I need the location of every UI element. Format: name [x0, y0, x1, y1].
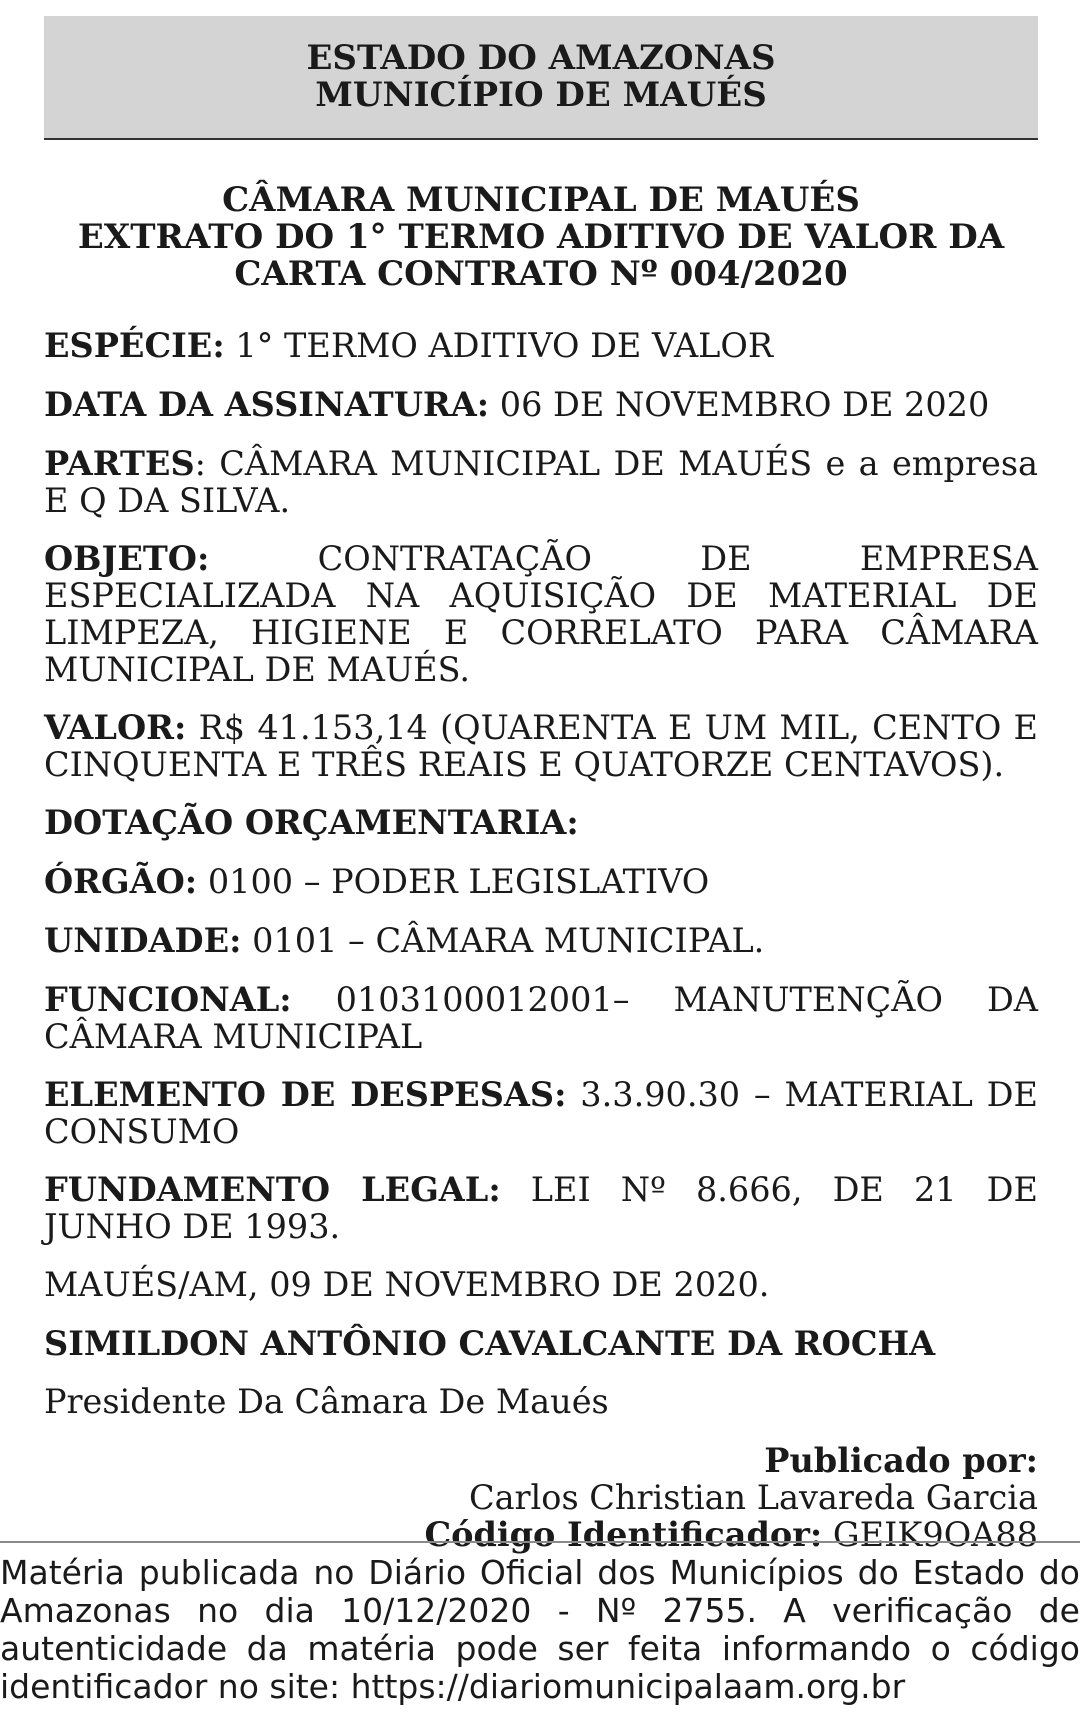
field-valor	[44, 709, 1038, 783]
identifier-code-value: GEIK9OA88	[822, 1515, 1038, 1554]
title-line-1: CÂMARA MUNICIPAL DE MAUÉS	[222, 180, 860, 220]
field-value: 3.3.90.30 – MATERIAL DE CONSUMO	[44, 1075, 1038, 1151]
field-label: ÓRGÃO:	[44, 862, 198, 901]
field-value: 1° TERMO ADITIVO DE VALOR	[224, 326, 774, 365]
place-date: MAUÉS/AM, 09 DE NOVEMBRO DE 2020.	[44, 1265, 770, 1304]
field-elemento	[44, 1076, 1038, 1150]
field-partes	[44, 445, 1038, 519]
state-name: ESTADO DO AMAZONAS	[306, 38, 776, 78]
field-value: 06 DE NOVEMBRO DE 2020	[489, 385, 990, 424]
field-value: R$ 41.153,14 (QUARENTA E UM MIL, CENTO E CINQUENTA E TRÊS REAIS E QUATORZE CENTAVOS).	[44, 708, 1038, 784]
published-by-label: Publicado por:	[764, 1441, 1038, 1480]
field-label: UNIDADE:	[44, 921, 242, 960]
identifier-code-label: Código Identificador:	[424, 1515, 823, 1554]
field-value: 0100 – PODER LEGISLATIVO	[197, 862, 710, 901]
field-label: ELEMENTO DE DESPESAS:	[44, 1075, 567, 1114]
field-orgao	[44, 863, 1038, 900]
municipality-name: MUNICÍPIO DE MAUÉS	[315, 75, 767, 115]
field-funcional	[44, 981, 1038, 1055]
field-label: FUNDAMENTO LEGAL:	[44, 1170, 501, 1209]
footer-divider	[0, 1541, 1080, 1543]
field-label: FUNCIONAL:	[44, 980, 292, 1019]
document-body	[44, 327, 1038, 1553]
field-value: CONTRATAÇÃO DE EMPRESA ESPECIALIZADA NA AQUISIÇÃO DE MATERIAL DE LIMPEZA, HIGIENE E CORRELATO PARA CÂMARA MUNICIPAL DE MAUÉS.	[44, 539, 1038, 689]
field-unidade	[44, 922, 1038, 959]
field-data-assinatura	[44, 386, 1038, 423]
title-line-3: CARTA CONTRATO Nº 004/2020	[234, 254, 848, 294]
field-value: LEI Nº 8.666, DE 21 DE JUNHO DE 1993.	[44, 1170, 1038, 1246]
field-fundamento	[44, 1171, 1038, 1245]
footer-note: Matéria publicada no Diário Oficial dos Municípios do Estado do Amazonas no dia 10/12/2020 - Nº 2755. A verificação de autenticidade da matéria pode ser feita informando o código identificador no site: https://diariomunicipalaam.org.br	[0, 1553, 1080, 1706]
publication-block	[44, 1442, 1038, 1553]
document-title	[44, 182, 1038, 293]
field-label: DATA DA ASSINATURA:	[44, 385, 490, 424]
publisher-name: Carlos Christian Lavareda Garcia	[468, 1478, 1038, 1517]
title-line-2: EXTRATO DO 1° TERMO ADITIVO DE VALOR DA	[77, 217, 1005, 257]
state-header	[44, 16, 1038, 140]
field-label: OBJETO:	[44, 539, 210, 578]
field-label: PARTES	[44, 444, 195, 483]
identifier-code	[44, 1516, 1038, 1553]
document-page	[44, 0, 1038, 1553]
field-label: ESPÉCIE:	[44, 326, 225, 365]
signer-name: SIMILDON ANTÔNIO CAVALCANTE DA ROCHA	[44, 1324, 936, 1363]
field-objeto	[44, 540, 1038, 688]
field-value: 0101 – CÂMARA MUNICIPAL.	[241, 921, 765, 960]
field-dotacao	[44, 804, 1038, 841]
field-especie	[44, 327, 1038, 364]
section-heading: DOTAÇÃO ORÇAMENTARIA:	[44, 803, 579, 842]
field-value: 0103100012001– MANUTENÇÃO DA CÂMARA MUNICIPAL	[44, 980, 1038, 1056]
signer-role: Presidente Da Câmara De Maués	[44, 1382, 609, 1421]
field-label: VALOR:	[44, 708, 187, 747]
field-value: : CÂMARA MUNICIPAL DE MAUÉS e a empresa E Q DA SILVA.	[44, 444, 1038, 520]
